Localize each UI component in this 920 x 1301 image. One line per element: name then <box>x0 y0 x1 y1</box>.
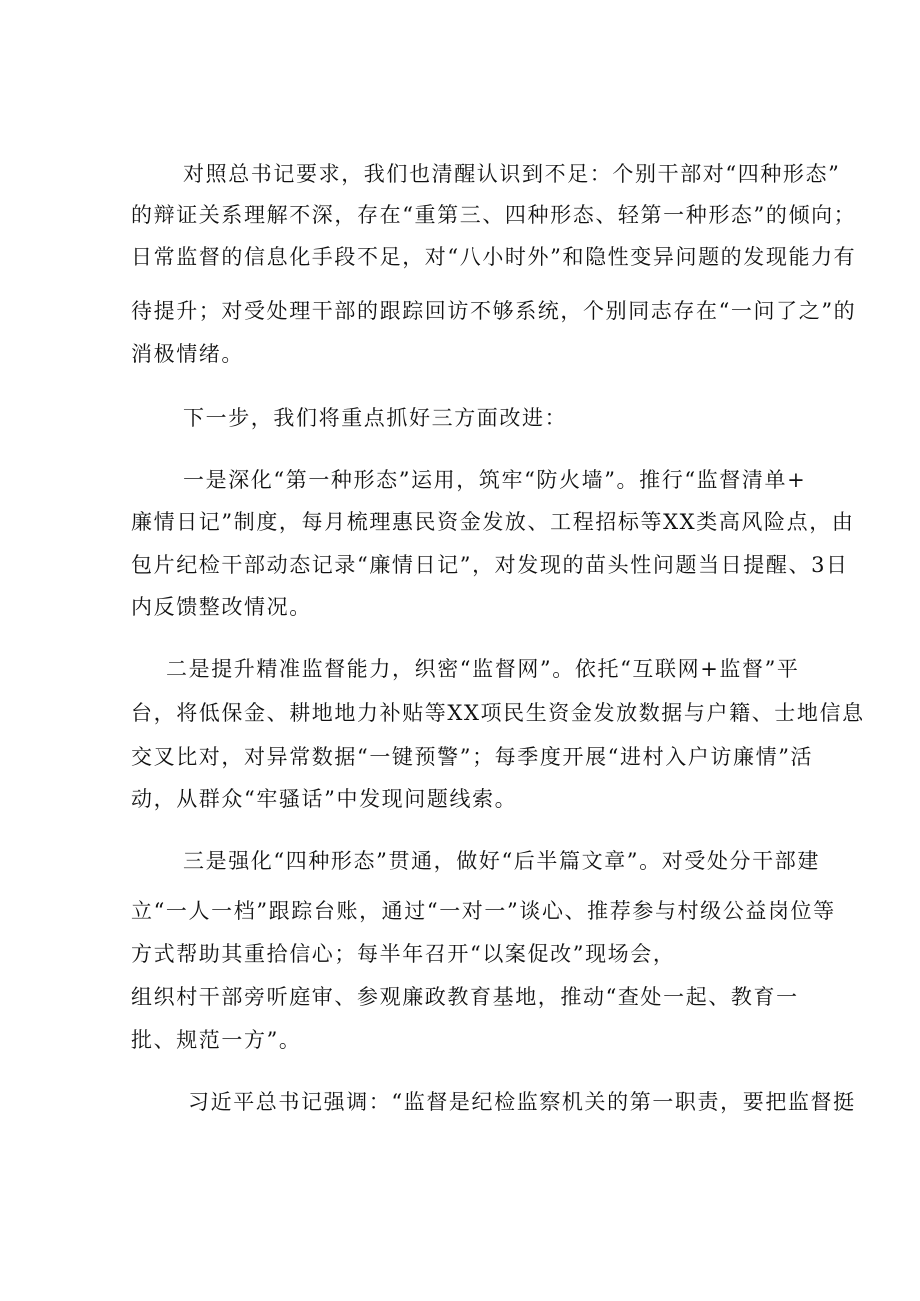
text-line: 对照总书记要求，我们也清醒认识到不足：个别干部对“四种形态” <box>183 162 841 186</box>
text-line: 习近平总书记强调：“监督是纪检监察机关的第一职责，要把监督挺 <box>188 1090 856 1114</box>
text-line: 批、规范一方”。 <box>131 1028 302 1052</box>
text-line: 动，从群众“牢骚话”中发现问题线索。 <box>131 787 518 811</box>
text-line: 立“一人一档”跟踪台账，通过“一对一”谈心、推荐参与村级公益岗位等 <box>131 899 836 923</box>
text-line: 下一步，我们将重点抓好三方面改进： <box>183 406 568 430</box>
text-line: 方式帮助其重拾信心；每半年召开“以案促改”现场会， <box>131 942 676 966</box>
text-line: 廉情日记”制度，每月梳理惠民资金发放、工程招标等XX类高风险点，由 <box>131 510 855 534</box>
text-line: 日常监督的信息化手段不足，对“八小时外”和隐性变异问题的发现能力有 <box>131 245 857 269</box>
text-line: 消极情绪。 <box>131 342 244 366</box>
text-line: 交叉比对，对异常数据“一键预警”；每季度开展“进村入户访廉情”活 <box>131 745 814 769</box>
text-line: 组织村干部旁听庭审、参观廉政教育基地，推动“查处一起、教育一 <box>131 985 799 1009</box>
text-line: 三是强化“四种形态”贯通，做好“后半篇文章”。对受处分干部建 <box>183 849 820 873</box>
text-line: 内反馈整改情况。 <box>131 595 312 619</box>
text-line: 一是深化“第一种形态”运用，筑牢“防火墙”。推行“监督清单+ <box>183 468 807 492</box>
text-line: 包片纪检干部动态记录“廉情日记”，对发现的苗头性问题当日提醒、3日 <box>131 553 849 577</box>
text-line: 二是提升精准监督能力，织密“监督网”。依托“互联网+监督”平 <box>166 657 800 681</box>
text-line: 台，将低保金、耕地地力补贴等XX项民生资金发放数据与户籍、士地信息 <box>131 701 865 725</box>
text-line: 待提升；对受处理干部的跟踪回访不够系统，个别同志存在“一问了之”的 <box>131 299 857 323</box>
text-line: 的辩证关系理解不深，存在“重第三、四种形态、轻第一种形态”的倾向； <box>131 203 857 227</box>
